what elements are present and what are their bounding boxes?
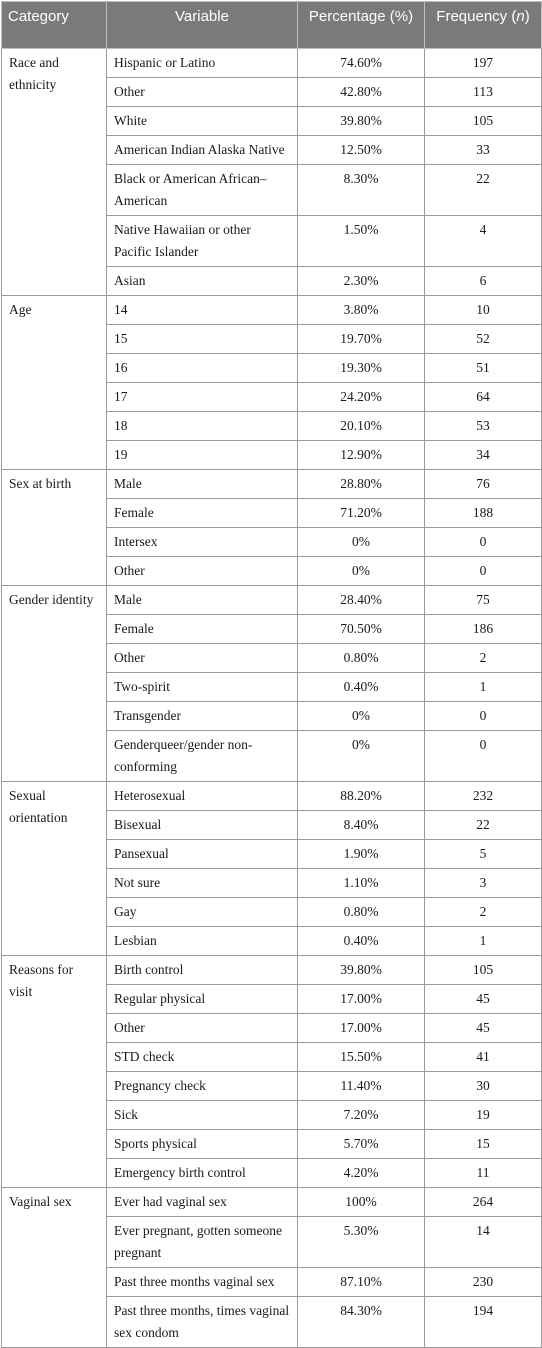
header-frequency-prefix: Frequency ( <box>436 8 517 25</box>
frequency-cell: 0 <box>425 731 542 782</box>
frequency-cell: 10 <box>425 296 542 325</box>
header-frequency-suffix: ) <box>524 8 530 25</box>
variable-cell: Intersex <box>107 528 298 557</box>
percentage-cell: 12.90% <box>298 441 425 470</box>
variable-cell: Pregnancy check <box>107 1072 298 1101</box>
frequency-cell: 53 <box>425 412 542 441</box>
frequency-cell: 4 <box>425 216 542 267</box>
category-cell: Reasons for visit <box>2 956 107 1188</box>
frequency-cell: 264 <box>425 1188 542 1217</box>
percentage-cell: 28.40% <box>298 586 425 615</box>
percentage-cell: 42.80% <box>298 78 425 107</box>
variable-cell: Genderqueer/gender non-conforming <box>107 731 298 782</box>
frequency-cell: 197 <box>425 49 542 78</box>
variable-cell: Not sure <box>107 869 298 898</box>
variable-cell: Female <box>107 615 298 644</box>
table-row <box>2 956 542 985</box>
percentage-cell: 0.40% <box>298 927 425 956</box>
variable-cell: Other <box>107 78 298 107</box>
variable-cell: 14 <box>107 296 298 325</box>
variable-cell: Other <box>107 1014 298 1043</box>
demographics-table <box>1 1 542 1348</box>
frequency-cell: 45 <box>425 985 542 1014</box>
variable-cell: Pansexual <box>107 840 298 869</box>
percentage-cell: 15.50% <box>298 1043 425 1072</box>
category-cell: Gender identity <box>2 586 107 782</box>
frequency-cell: 188 <box>425 499 542 528</box>
variable-cell: Two-spirit <box>107 673 298 702</box>
frequency-cell: 105 <box>425 107 542 136</box>
table-row <box>2 1188 542 1217</box>
header-category: Category <box>2 2 107 49</box>
frequency-cell: 22 <box>425 165 542 216</box>
percentage-cell: 100% <box>298 1188 425 1217</box>
percentage-cell: 0% <box>298 702 425 731</box>
frequency-cell: 15 <box>425 1130 542 1159</box>
percentage-cell: 3.80% <box>298 296 425 325</box>
variable-cell: Bisexual <box>107 811 298 840</box>
header-row <box>2 2 542 49</box>
header-percentage: Percentage (%) <box>298 2 425 49</box>
table-row <box>2 49 542 78</box>
variable-cell: Female <box>107 499 298 528</box>
percentage-cell: 84.30% <box>298 1297 425 1348</box>
percentage-cell: 87.10% <box>298 1268 425 1297</box>
table-body <box>2 49 542 1348</box>
variable-cell: Native Hawaiian or other Pacific Islander <box>107 216 298 267</box>
variable-cell: Male <box>107 470 298 499</box>
variable-cell: Birth control <box>107 956 298 985</box>
percentage-cell: 7.20% <box>298 1101 425 1130</box>
percentage-cell: 0% <box>298 528 425 557</box>
variable-cell: Black or American African–American <box>107 165 298 216</box>
variable-cell: Past three months, times vaginal sex condom <box>107 1297 298 1348</box>
variable-cell: STD check <box>107 1043 298 1072</box>
frequency-cell: 19 <box>425 1101 542 1130</box>
variable-cell: 19 <box>107 441 298 470</box>
percentage-cell: 1.10% <box>298 869 425 898</box>
percentage-cell: 1.90% <box>298 840 425 869</box>
variable-cell: Sports physical <box>107 1130 298 1159</box>
frequency-cell: 1 <box>425 927 542 956</box>
frequency-cell: 41 <box>425 1043 542 1072</box>
frequency-cell: 75 <box>425 586 542 615</box>
frequency-cell: 2 <box>425 898 542 927</box>
variable-cell: Ever pregnant, gotten someone pregnant <box>107 1217 298 1268</box>
percentage-cell: 24.20% <box>298 383 425 412</box>
percentage-cell: 17.00% <box>298 1014 425 1043</box>
frequency-cell: 1 <box>425 673 542 702</box>
frequency-cell: 0 <box>425 557 542 586</box>
variable-cell: Asian <box>107 267 298 296</box>
frequency-cell: 11 <box>425 1159 542 1188</box>
category-cell: Age <box>2 296 107 470</box>
variable-cell: Past three months vaginal sex <box>107 1268 298 1297</box>
table-row <box>2 470 542 499</box>
percentage-cell: 0.80% <box>298 898 425 927</box>
category-cell: Sex at birth <box>2 470 107 586</box>
frequency-cell: 64 <box>425 383 542 412</box>
variable-cell: Sick <box>107 1101 298 1130</box>
variable-cell: Male <box>107 586 298 615</box>
percentage-cell: 0% <box>298 557 425 586</box>
percentage-cell: 8.30% <box>298 165 425 216</box>
percentage-cell: 39.80% <box>298 956 425 985</box>
percentage-cell: 88.20% <box>298 782 425 811</box>
frequency-cell: 14 <box>425 1217 542 1268</box>
frequency-cell: 105 <box>425 956 542 985</box>
percentage-cell: 71.20% <box>298 499 425 528</box>
frequency-cell: 33 <box>425 136 542 165</box>
percentage-cell: 5.70% <box>298 1130 425 1159</box>
percentage-cell: 0.40% <box>298 673 425 702</box>
frequency-cell: 186 <box>425 615 542 644</box>
variable-cell: White <box>107 107 298 136</box>
variable-cell: Other <box>107 644 298 673</box>
percentage-cell: 1.50% <box>298 216 425 267</box>
frequency-cell: 2 <box>425 644 542 673</box>
variable-cell: 18 <box>107 412 298 441</box>
percentage-cell: 4.20% <box>298 1159 425 1188</box>
header-frequency <box>425 2 542 49</box>
frequency-cell: 3 <box>425 869 542 898</box>
frequency-cell: 0 <box>425 528 542 557</box>
percentage-cell: 11.40% <box>298 1072 425 1101</box>
variable-cell: 17 <box>107 383 298 412</box>
frequency-cell: 230 <box>425 1268 542 1297</box>
frequency-cell: 22 <box>425 811 542 840</box>
percentage-cell: 0.80% <box>298 644 425 673</box>
variable-cell: Heterosexual <box>107 782 298 811</box>
percentage-cell: 8.40% <box>298 811 425 840</box>
category-cell: Race and ethnicity <box>2 49 107 296</box>
percentage-cell: 2.30% <box>298 267 425 296</box>
frequency-cell: 0 <box>425 702 542 731</box>
percentage-cell: 12.50% <box>298 136 425 165</box>
frequency-cell: 45 <box>425 1014 542 1043</box>
percentage-cell: 28.80% <box>298 470 425 499</box>
variable-cell: Gay <box>107 898 298 927</box>
category-cell: Sexual orientation <box>2 782 107 956</box>
percentage-cell: 74.60% <box>298 49 425 78</box>
frequency-cell: 6 <box>425 267 542 296</box>
frequency-cell: 113 <box>425 78 542 107</box>
variable-cell: American Indian Alaska Native <box>107 136 298 165</box>
percentage-cell: 19.30% <box>298 354 425 383</box>
header-variable: Variable <box>107 2 298 49</box>
frequency-cell: 30 <box>425 1072 542 1101</box>
variable-cell: 16 <box>107 354 298 383</box>
table-row <box>2 586 542 615</box>
variable-cell: Regular physical <box>107 985 298 1014</box>
percentage-cell: 19.70% <box>298 325 425 354</box>
variable-cell: Lesbian <box>107 927 298 956</box>
variable-cell: Hispanic or Latino <box>107 49 298 78</box>
variable-cell: Emergency birth control <box>107 1159 298 1188</box>
variable-cell: Transgender <box>107 702 298 731</box>
table-row <box>2 782 542 811</box>
category-cell: Vaginal sex <box>2 1188 107 1348</box>
variable-cell: 15 <box>107 325 298 354</box>
variable-cell: Ever had vaginal sex <box>107 1188 298 1217</box>
frequency-cell: 52 <box>425 325 542 354</box>
frequency-cell: 76 <box>425 470 542 499</box>
table-header <box>2 2 542 49</box>
percentage-cell: 17.00% <box>298 985 425 1014</box>
frequency-cell: 34 <box>425 441 542 470</box>
frequency-cell: 5 <box>425 840 542 869</box>
frequency-cell: 232 <box>425 782 542 811</box>
variable-cell: Other <box>107 557 298 586</box>
frequency-cell: 51 <box>425 354 542 383</box>
percentage-cell: 20.10% <box>298 412 425 441</box>
table-row <box>2 296 542 325</box>
percentage-cell: 5.30% <box>298 1217 425 1268</box>
header-frequency-n: n <box>516 8 525 25</box>
frequency-cell: 194 <box>425 1297 542 1348</box>
percentage-cell: 39.80% <box>298 107 425 136</box>
percentage-cell: 70.50% <box>298 615 425 644</box>
percentage-cell: 0% <box>298 731 425 782</box>
